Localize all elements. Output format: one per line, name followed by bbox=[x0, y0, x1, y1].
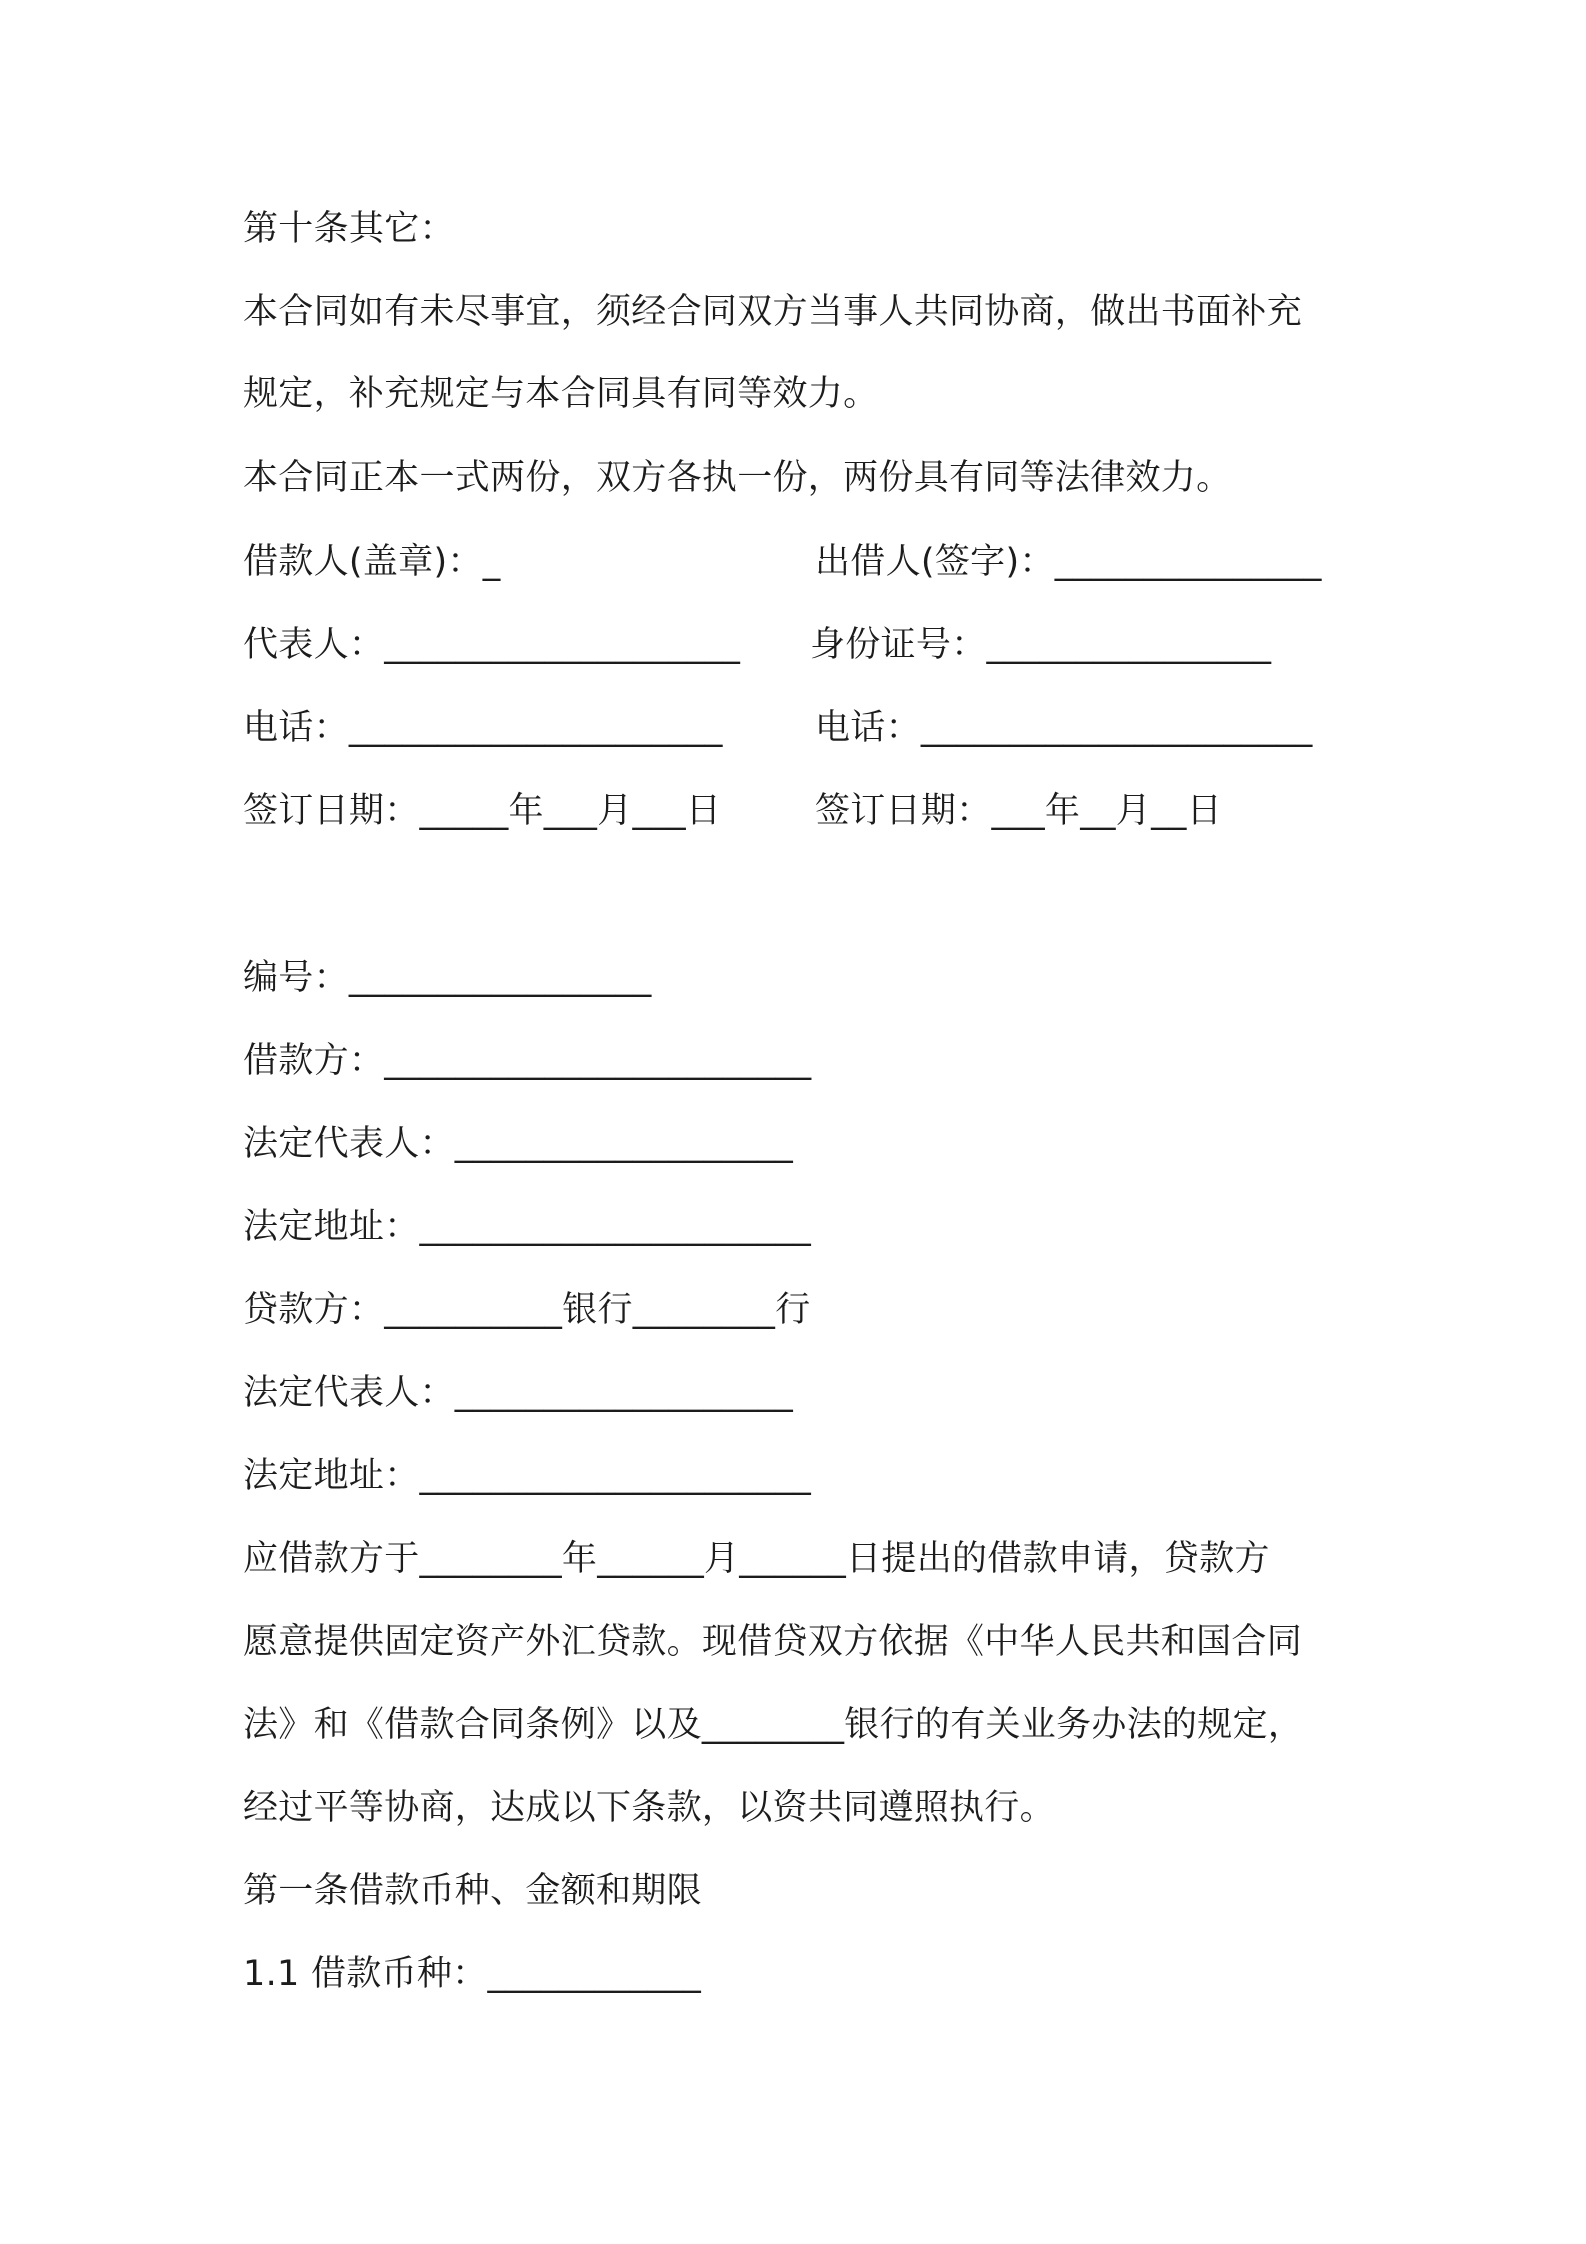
contract-intro-line-3: 法》和《借款合同条例》以及________银行的有关业务办法的规定， bbox=[243, 1705, 1304, 1745]
borrower-legal-representative-field: 法定代表人：___________________ bbox=[243, 1124, 794, 1164]
lender-legal-representative-field: 法定代表人：___________________ bbox=[243, 1373, 794, 1413]
borrower-phone-field: 电话：_____________________ bbox=[243, 708, 723, 748]
lender-bank-field: 贷款方：__________银行________行 bbox=[243, 1290, 811, 1330]
contract-number-field: 编号：_________________ bbox=[243, 958, 652, 998]
contract-intro-line-4: 经过平等协商，达成以下条款，以资共同遵照执行。 bbox=[243, 1788, 1055, 1828]
section-10-paragraph-1-line-2: 规定，补充规定与本合同具有同等效力。 bbox=[243, 374, 879, 414]
borrower-sign-date-field: 签订日期：_____年___月___日 bbox=[243, 791, 722, 831]
id-number-field: 身份证号：________________ bbox=[810, 625, 1272, 665]
section-10-paragraph-2: 本合同正本一式两份，双方各执一份，两份具有同等法律效力。 bbox=[243, 458, 1232, 498]
lender-phone-field: 电话：______________________ bbox=[815, 708, 1313, 748]
loan-currency-field: 1.1 借款币种：____________ bbox=[243, 1954, 702, 1994]
borrower-field: 借款方：________________________ bbox=[243, 1041, 812, 1081]
representative-field: 代表人：____________________ bbox=[243, 625, 741, 665]
borrower-seal-field: 借款人(盖章)：_ bbox=[243, 542, 501, 582]
contract-intro-line-2: 愿意提供固定资产外汇贷款。现借贷双方依据《中华人民共和国合同 bbox=[243, 1622, 1303, 1662]
lender-legal-address-field: 法定地址：______________________ bbox=[243, 1456, 812, 1496]
section-1-heading: 第一条借款币种、金额和期限 bbox=[243, 1871, 702, 1911]
lender-sign-date-field: 签订日期：___年__月__日 bbox=[815, 791, 1223, 831]
borrower-legal-address-field: 法定地址：______________________ bbox=[243, 1207, 812, 1247]
lender-signature-field: 出借人(签字)：_______________ bbox=[815, 542, 1322, 582]
contract-intro-line-1: 应借款方于________年______月______日提出的借款申请，贷款方 bbox=[243, 1539, 1270, 1579]
section-10-paragraph-1-line-1: 本合同如有未尽事宜，须经合同双方当事人共同协商，做出书面补充 bbox=[243, 292, 1303, 332]
section-10-heading: 第十条其它： bbox=[243, 209, 455, 249]
